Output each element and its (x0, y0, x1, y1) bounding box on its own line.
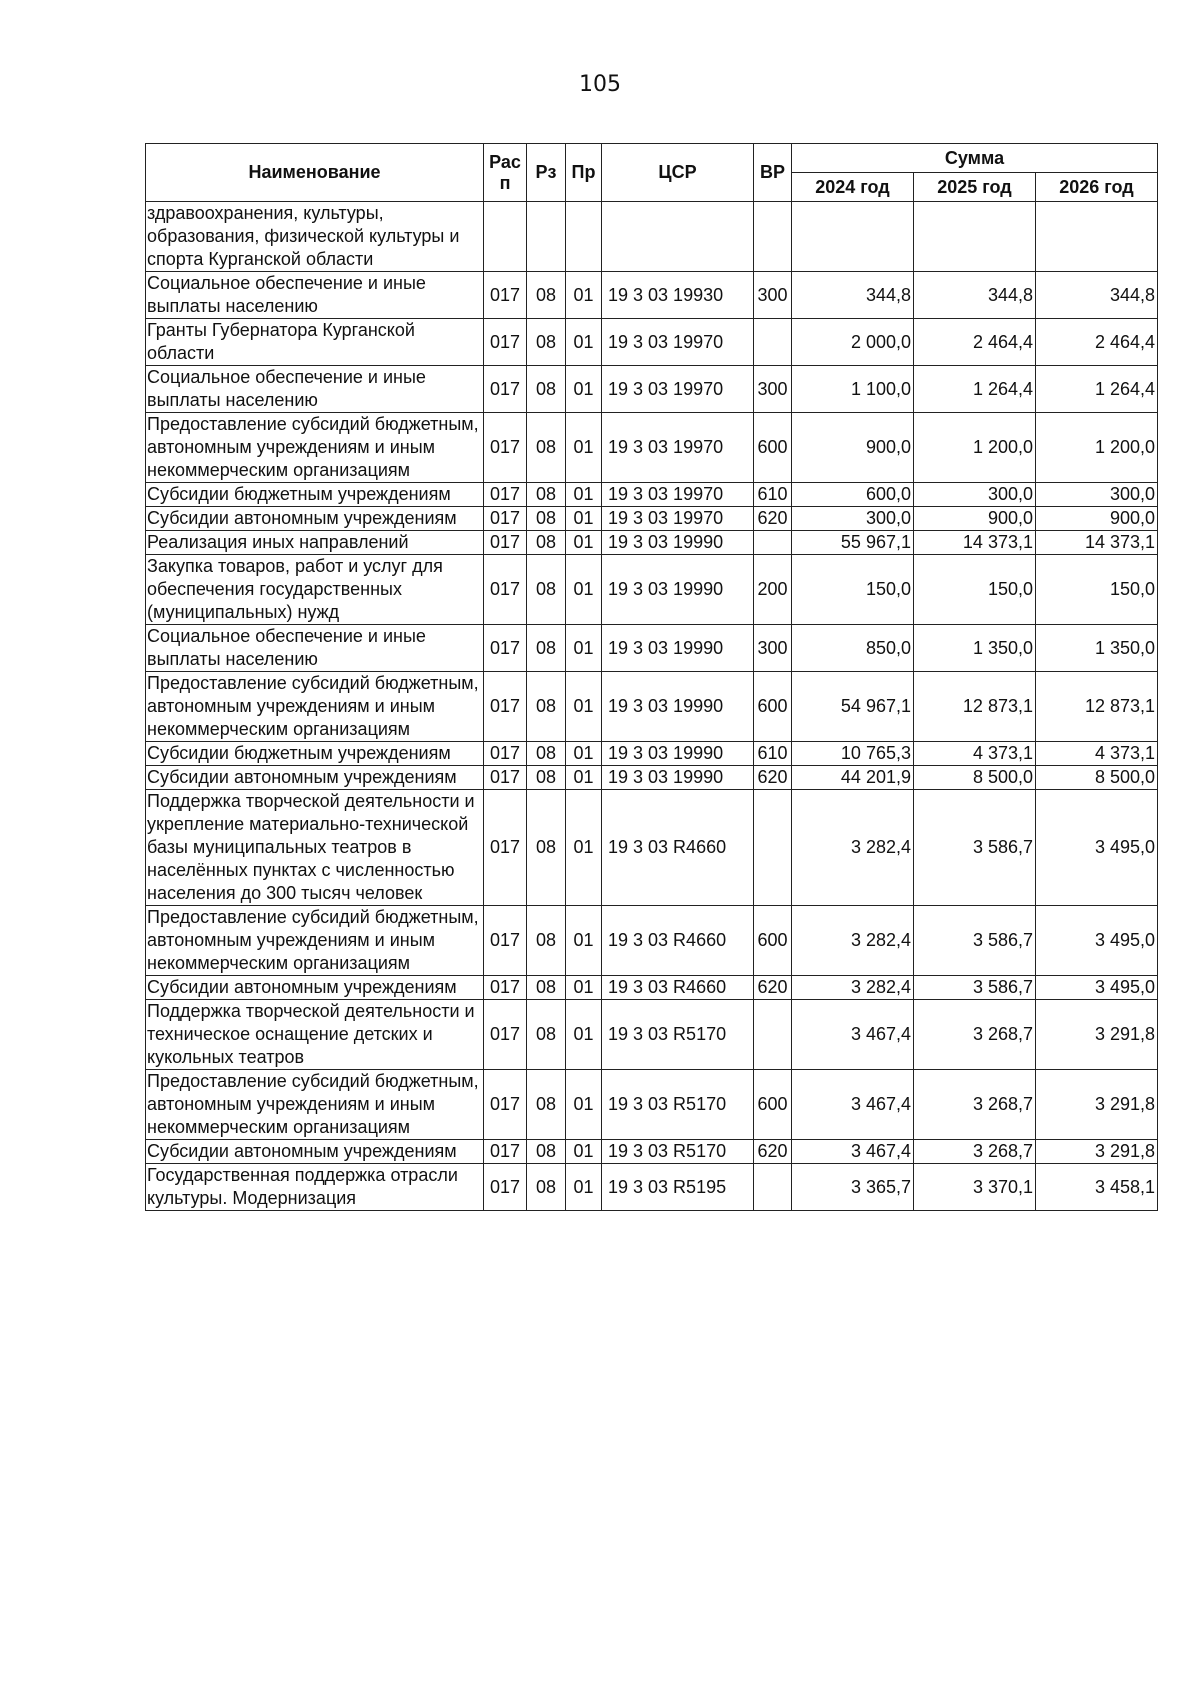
table-row (146, 976, 1158, 1000)
cell-vr: 620 (754, 507, 792, 531)
header-name: Наименование (146, 144, 484, 202)
cell-csr: 19 3 03 19990 (602, 555, 754, 625)
cell-csr: 19 3 03 19930 (602, 272, 754, 319)
cell-rz: 08 (527, 1164, 566, 1211)
cell-rasp: 017 (484, 507, 527, 531)
cell-rz: 08 (527, 906, 566, 976)
cell-name: Предоставление субсидий бюджетным, автономным учреждениям и иным некоммерческим организациям (146, 413, 484, 483)
cell-2025: 3 586,7 (914, 906, 1036, 976)
cell-2024: 3 365,7 (792, 1164, 914, 1211)
cell-csr: 19 3 03 19990 (602, 531, 754, 555)
cell-vr: 200 (754, 555, 792, 625)
cell-vr (754, 1164, 792, 1211)
cell-rz: 08 (527, 766, 566, 790)
cell-2025: 300,0 (914, 483, 1036, 507)
table-row (146, 790, 1158, 906)
cell-2024: 3 467,4 (792, 1000, 914, 1070)
cell-vr: 610 (754, 483, 792, 507)
cell-vr: 610 (754, 742, 792, 766)
cell-2026: 1 350,0 (1036, 625, 1158, 672)
cell-2024: 3 467,4 (792, 1070, 914, 1140)
cell-rasp: 017 (484, 1000, 527, 1070)
cell-csr: 19 3 03 19970 (602, 483, 754, 507)
cell-pr: 01 (566, 766, 602, 790)
cell-2026 (1036, 202, 1158, 272)
cell-2026: 12 873,1 (1036, 672, 1158, 742)
header-sum: Сумма (792, 144, 1158, 173)
cell-rasp (484, 202, 527, 272)
header-2024: 2024 год (792, 173, 914, 202)
cell-pr: 01 (566, 272, 602, 319)
cell-2024: 150,0 (792, 555, 914, 625)
table-row (146, 1000, 1158, 1070)
cell-csr: 19 3 03 R5170 (602, 1000, 754, 1070)
table-row (146, 742, 1158, 766)
cell-2025: 8 500,0 (914, 766, 1036, 790)
cell-2024: 55 967,1 (792, 531, 914, 555)
table-row (146, 366, 1158, 413)
table-row (146, 1164, 1158, 1211)
table-row (146, 202, 1158, 272)
header-rasp: Рас п (484, 144, 527, 202)
cell-csr: 19 3 03 R4660 (602, 906, 754, 976)
cell-pr: 01 (566, 1070, 602, 1140)
cell-name: Государственная поддержка отрасли культуры. Модернизация (146, 1164, 484, 1211)
cell-csr: 19 3 03 19990 (602, 742, 754, 766)
cell-2026: 3 495,0 (1036, 790, 1158, 906)
cell-2025 (914, 202, 1036, 272)
table-body (146, 202, 1158, 1211)
cell-2025: 900,0 (914, 507, 1036, 531)
cell-csr: 19 3 03 19990 (602, 625, 754, 672)
cell-2024: 3 467,4 (792, 1140, 914, 1164)
cell-vr: 620 (754, 766, 792, 790)
cell-csr: 19 3 03 R4660 (602, 976, 754, 1000)
cell-2025: 3 370,1 (914, 1164, 1036, 1211)
cell-pr: 01 (566, 1000, 602, 1070)
cell-csr: 19 3 03 19970 (602, 413, 754, 483)
cell-vr (754, 790, 792, 906)
table-row (146, 507, 1158, 531)
cell-name: Гранты Губернатора Курганской области (146, 319, 484, 366)
cell-name: Субсидии автономным учреждениям (146, 766, 484, 790)
cell-2024: 3 282,4 (792, 906, 914, 976)
cell-rasp: 017 (484, 366, 527, 413)
cell-2026: 3 291,8 (1036, 1000, 1158, 1070)
cell-rasp: 017 (484, 319, 527, 366)
cell-2026: 4 373,1 (1036, 742, 1158, 766)
cell-pr: 01 (566, 507, 602, 531)
cell-2025: 2 464,4 (914, 319, 1036, 366)
cell-2025: 1 350,0 (914, 625, 1036, 672)
cell-name: Субсидии автономным учреждениям (146, 976, 484, 1000)
cell-2025: 3 586,7 (914, 790, 1036, 906)
cell-csr: 19 3 03 R5170 (602, 1140, 754, 1164)
cell-name: Субсидии автономным учреждениям (146, 507, 484, 531)
cell-vr: 300 (754, 272, 792, 319)
cell-2025: 3 268,7 (914, 1070, 1036, 1140)
cell-name: Предоставление субсидий бюджетным, автономным учреждениям и иным некоммерческим организациям (146, 1070, 484, 1140)
cell-name: Предоставление субсидий бюджетным, автономным учреждениям и иным некоммерческим организациям (146, 906, 484, 976)
cell-rasp: 017 (484, 625, 527, 672)
cell-rz: 08 (527, 976, 566, 1000)
cell-rz: 08 (527, 413, 566, 483)
cell-pr (566, 202, 602, 272)
cell-rz: 08 (527, 1070, 566, 1140)
cell-2025: 3 586,7 (914, 976, 1036, 1000)
cell-2026: 300,0 (1036, 483, 1158, 507)
cell-vr: 600 (754, 1070, 792, 1140)
table-row (146, 625, 1158, 672)
cell-rz: 08 (527, 272, 566, 319)
cell-rasp: 017 (484, 766, 527, 790)
cell-name: Предоставление субсидий бюджетным, автономным учреждениям и иным некоммерческим организациям (146, 672, 484, 742)
cell-pr: 01 (566, 625, 602, 672)
cell-vr: 600 (754, 413, 792, 483)
cell-csr: 19 3 03 R5170 (602, 1070, 754, 1140)
cell-pr: 01 (566, 976, 602, 1000)
cell-2026: 3 495,0 (1036, 906, 1158, 976)
cell-vr (754, 319, 792, 366)
cell-2024: 850,0 (792, 625, 914, 672)
cell-rz: 08 (527, 319, 566, 366)
cell-pr: 01 (566, 742, 602, 766)
cell-name: Субсидии бюджетным учреждениям (146, 742, 484, 766)
cell-vr: 600 (754, 906, 792, 976)
cell-vr: 300 (754, 625, 792, 672)
cell-rasp: 017 (484, 790, 527, 906)
table-row (146, 766, 1158, 790)
table-row (146, 531, 1158, 555)
cell-rasp: 017 (484, 1140, 527, 1164)
cell-rasp: 017 (484, 976, 527, 1000)
cell-name: Социальное обеспечение и иные выплаты населению (146, 272, 484, 319)
header-2025: 2025 год (914, 173, 1036, 202)
cell-pr: 01 (566, 790, 602, 906)
cell-2025: 150,0 (914, 555, 1036, 625)
cell-rz (527, 202, 566, 272)
cell-pr: 01 (566, 366, 602, 413)
cell-pr: 01 (566, 1140, 602, 1164)
cell-2024: 2 000,0 (792, 319, 914, 366)
cell-2025: 14 373,1 (914, 531, 1036, 555)
cell-2026: 8 500,0 (1036, 766, 1158, 790)
cell-csr: 19 3 03 R4660 (602, 790, 754, 906)
cell-rz: 08 (527, 625, 566, 672)
cell-2026: 14 373,1 (1036, 531, 1158, 555)
cell-2024: 344,8 (792, 272, 914, 319)
cell-2026: 2 464,4 (1036, 319, 1158, 366)
cell-vr: 600 (754, 672, 792, 742)
cell-2024: 300,0 (792, 507, 914, 531)
cell-rz: 08 (527, 1140, 566, 1164)
cell-name: Субсидии автономным учреждениям (146, 1140, 484, 1164)
cell-name: Социальное обеспечение и иные выплаты населению (146, 366, 484, 413)
cell-2024: 3 282,4 (792, 790, 914, 906)
cell-rz: 08 (527, 366, 566, 413)
cell-csr: 19 3 03 19990 (602, 672, 754, 742)
cell-csr: 19 3 03 19970 (602, 366, 754, 413)
cell-vr: 620 (754, 976, 792, 1000)
cell-rz: 08 (527, 531, 566, 555)
cell-2026: 3 291,8 (1036, 1070, 1158, 1140)
table-row (146, 672, 1158, 742)
cell-csr: 19 3 03 19990 (602, 766, 754, 790)
cell-rasp: 017 (484, 1164, 527, 1211)
cell-pr: 01 (566, 672, 602, 742)
cell-csr: 19 3 03 19970 (602, 507, 754, 531)
cell-rasp: 017 (484, 1070, 527, 1140)
cell-rasp: 017 (484, 555, 527, 625)
cell-rasp: 017 (484, 483, 527, 507)
cell-vr: 620 (754, 1140, 792, 1164)
cell-2026: 150,0 (1036, 555, 1158, 625)
cell-rasp: 017 (484, 531, 527, 555)
cell-name: Субсидии бюджетным учреждениям (146, 483, 484, 507)
cell-pr: 01 (566, 413, 602, 483)
cell-rz: 08 (527, 672, 566, 742)
cell-vr (754, 202, 792, 272)
cell-2026: 1 200,0 (1036, 413, 1158, 483)
cell-pr: 01 (566, 1164, 602, 1211)
cell-2026: 3 495,0 (1036, 976, 1158, 1000)
cell-2025: 4 373,1 (914, 742, 1036, 766)
cell-2024: 10 765,3 (792, 742, 914, 766)
cell-2026: 344,8 (1036, 272, 1158, 319)
budget-table (145, 143, 1158, 1211)
cell-rasp: 017 (484, 413, 527, 483)
cell-vr (754, 1000, 792, 1070)
cell-rz: 08 (527, 742, 566, 766)
cell-2026: 3 458,1 (1036, 1164, 1158, 1211)
cell-rz: 08 (527, 555, 566, 625)
table-row (146, 906, 1158, 976)
cell-rz: 08 (527, 790, 566, 906)
cell-pr: 01 (566, 555, 602, 625)
cell-name: Поддержка творческой деятельности и укрепление материально-технической базы муниципальных театров в населённых пунктах с численностью населения до 300 тысяч человек (146, 790, 484, 906)
cell-2026: 3 291,8 (1036, 1140, 1158, 1164)
cell-2025: 344,8 (914, 272, 1036, 319)
cell-pr: 01 (566, 483, 602, 507)
cell-csr: 19 3 03 19970 (602, 319, 754, 366)
header-csr: ЦСР (602, 144, 754, 202)
cell-csr (602, 202, 754, 272)
cell-2024: 900,0 (792, 413, 914, 483)
cell-2026: 900,0 (1036, 507, 1158, 531)
table-row (146, 483, 1158, 507)
cell-2024 (792, 202, 914, 272)
cell-2024: 54 967,1 (792, 672, 914, 742)
cell-2024: 600,0 (792, 483, 914, 507)
cell-name: Социальное обеспечение и иные выплаты населению (146, 625, 484, 672)
cell-rasp: 017 (484, 742, 527, 766)
cell-pr: 01 (566, 531, 602, 555)
cell-rasp: 017 (484, 272, 527, 319)
cell-2025: 1 200,0 (914, 413, 1036, 483)
cell-2025: 1 264,4 (914, 366, 1036, 413)
page-number: 105 (579, 72, 621, 97)
cell-2024: 44 201,9 (792, 766, 914, 790)
cell-2025: 3 268,7 (914, 1140, 1036, 1164)
header-2026: 2026 год (1036, 173, 1158, 202)
cell-rz: 08 (527, 483, 566, 507)
table-row (146, 319, 1158, 366)
cell-csr: 19 3 03 R5195 (602, 1164, 754, 1211)
cell-name: здравоохранения, культуры, образования, физической культуры и спорта Курганской области (146, 202, 484, 272)
cell-2024: 1 100,0 (792, 366, 914, 413)
cell-rasp: 017 (484, 906, 527, 976)
cell-vr (754, 531, 792, 555)
table-row (146, 1070, 1158, 1140)
table-row (146, 413, 1158, 483)
header-vr: ВР (754, 144, 792, 202)
cell-2024: 3 282,4 (792, 976, 914, 1000)
cell-pr: 01 (566, 319, 602, 366)
cell-name: Закупка товаров, работ и услуг для обеспечения государственных (муниципальных) нужд (146, 555, 484, 625)
table-row (146, 272, 1158, 319)
cell-name: Поддержка творческой деятельности и техническое оснащение детских и кукольных театров (146, 1000, 484, 1070)
cell-pr: 01 (566, 906, 602, 976)
cell-2026: 1 264,4 (1036, 366, 1158, 413)
table-row (146, 1140, 1158, 1164)
cell-rasp: 017 (484, 672, 527, 742)
cell-rz: 08 (527, 1000, 566, 1070)
table-row (146, 555, 1158, 625)
cell-2025: 12 873,1 (914, 672, 1036, 742)
cell-vr: 300 (754, 366, 792, 413)
cell-rz: 08 (527, 507, 566, 531)
header-pr: Пр (566, 144, 602, 202)
cell-name: Реализация иных направлений (146, 531, 484, 555)
header-rz: Рз (527, 144, 566, 202)
cell-2025: 3 268,7 (914, 1000, 1036, 1070)
